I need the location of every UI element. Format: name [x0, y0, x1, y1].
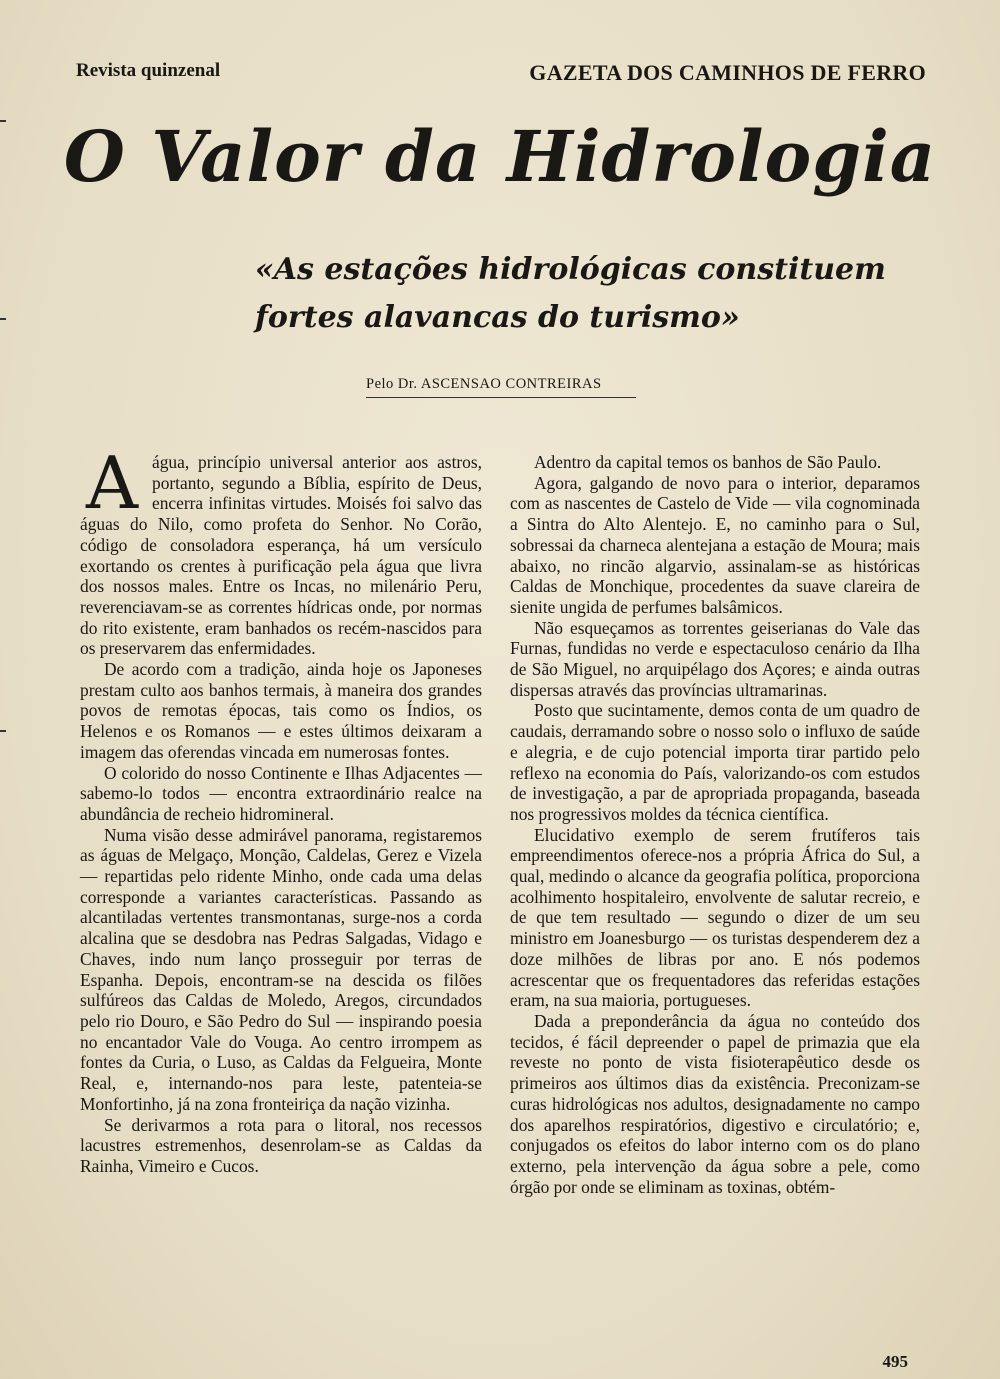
paragraph: De acordo com a tradição, ainda hoje os Japoneses prestam culto aos banhos termais, à maneira dos grandes povos de remotas épocas, tais como os Índios, os Helenos e os Romanos — e estes últimos deixaram a imagem das oferendas vincada em numerosas fontes.	[80, 659, 482, 762]
paragraph: Agora, galgando de novo para o interior, deparamos com as nascentes de Castelo de Vide — vila cognominada a Sintra do Alto Alentejo. E, no caminho para o Sul, sobressai da charneca alentejana a estação de Moura; mais abaixo, no rincão algarvio, assinalam-se as históricas Caldas de Monchique, procedentes da suave clareira de sienite ungida de perfumes balsâmicos.	[510, 472, 920, 617]
article-column-left	[80, 441, 482, 1177]
paragraph: Dada a preponderância da água no conteúdo dos tecidos, é fácil depreender o papel de primazia que ela reveste no ponto de vista fisioterapêutico desde os primeiros aos últimos dias da existência. Preconizam-se curas hidrológicas nos adultos, designadamente no campo dos aparelhos respiratórios, digestivo e circulatório; e, conjugados os efeitos do labor interno com os do plano externo, pela intervenção da água sobre a pele, como órgão por onde se eliminam as toxinas, obtém-	[510, 1010, 920, 1197]
edge-mark	[0, 730, 6, 732]
paragraph	[80, 441, 482, 659]
edge-mark	[0, 318, 6, 320]
article-title: O Valor da Hidrologia	[63, 115, 937, 198]
paragraph: Adentro da capital temos os banhos de São Paulo.	[534, 452, 882, 472]
paragraph: Se derivarmos a rota para o litoral, nos recessos lacustres estremenhos, desenrolam-se as Caldas da Rainha, Vimeiro e Cucos.	[80, 1114, 482, 1176]
subtitle-line: fortes alavancas do turismo»	[255, 300, 740, 335]
drop-cap: A	[86, 441, 138, 525]
paragraph: Numa visão desse admirável panorama, registaremos as águas de Melgaço, Monção, Caldelas, Gerez e Vizela — repartidas pelo ridente Minho, onde cada uma delas corresponde a variantes características. Passando as alcantiladas vertentes transmontanas, surge-nos a corda alcalina que se desdobra nas Pedras Salgadas, Vidago e Chaves, indo num lanço prosseguir por terras de Espanha. Depois, encontram-se na descida os filões sulfúreos das Caldas de Moledo, Aregos, circundados pelo rio Douro, e São Pedro do Sul — inspirando poesia no encantador Vale do Vouga. Ao centro irrompem as fontes da Curia, o Luso, as Caldas da Felgueira, Monte Real, e, internando-nos para leste, patenteia-se Monfortinho, já na zona fronteiriça da nação vizinha.	[80, 824, 482, 1114]
paragraph: Não esqueçamos as torrentes geiserianas do Vale das Furnas, fundidas no verde e espectaculoso cenário da Ilha de São Miguel, no arquipélago dos Açores; e ainda outras dispersas através das províncias ultramarinas.	[510, 617, 920, 700]
paragraph: Elucidativo exemplo de serem frutíferos tais empreendimentos oferece-nos a própria África do Sul, a qual, medindo o alcance da geografia política, proporciona acolhimento hospitaleiro, envolvente de salutar recreio, e de que tem resultado — segundo o dizer de um seu ministro em Joanesburgo — os turistas despenderem dez a doze milhões de libras por ano. E nós podemos acrescentar que os frequentadores das referidas estações eram, na sua maioria, portugueses.	[510, 824, 920, 1011]
article-column-right	[510, 452, 920, 1197]
subtitle-line: «As estações hidrológicas constituem	[255, 252, 886, 287]
article-byline: Pelo Dr. ASCENSAO CONTREIRAS	[366, 376, 636, 398]
header-publication-type: Revista quinzenal	[76, 60, 221, 81]
article-subtitle	[255, 246, 895, 342]
page-number: 495	[882, 1352, 908, 1371]
edge-mark	[0, 120, 6, 122]
paragraph: O colorido do nosso Continente e Ilhas Adjacentes — sabemo-lo todos — encontra extraordinário realce na abundância de recheio hidromineral.	[80, 762, 482, 824]
header-publication-name: GAZETA DOS CAMINHOS DE FERRO	[529, 60, 926, 85]
paragraph: Posto que sucintamente, demos conta de um quadro de caudais, derramando sobre o nosso solo o influxo de saúde e alegria, e de cujo potencial importa tirar partido pelo reflexo na economia do País, valorizando-os com estudos de investigação, a par de apropriada propaganda, baseada nos progressivos moldes da técnica científica.	[510, 700, 920, 824]
paragraph-text: água, princípio universal anterior aos astros, portanto, segundo a Bíblia, espírito de Deus, encerra infinitas virtudes. Moisés foi salvo das águas do Nilo, como profeta do Senhor. No Corão, código de consoladora esperança, há um versículo exortando os crentes à purificação pela água que livra dos nossos males. Entre os Incas, no milenário Peru, reverenciavam-se as correntes hídricas onde, por normas do rito existente, eram banhados os recém-nascidos para os preservarem das enfermidades.	[80, 452, 482, 659]
